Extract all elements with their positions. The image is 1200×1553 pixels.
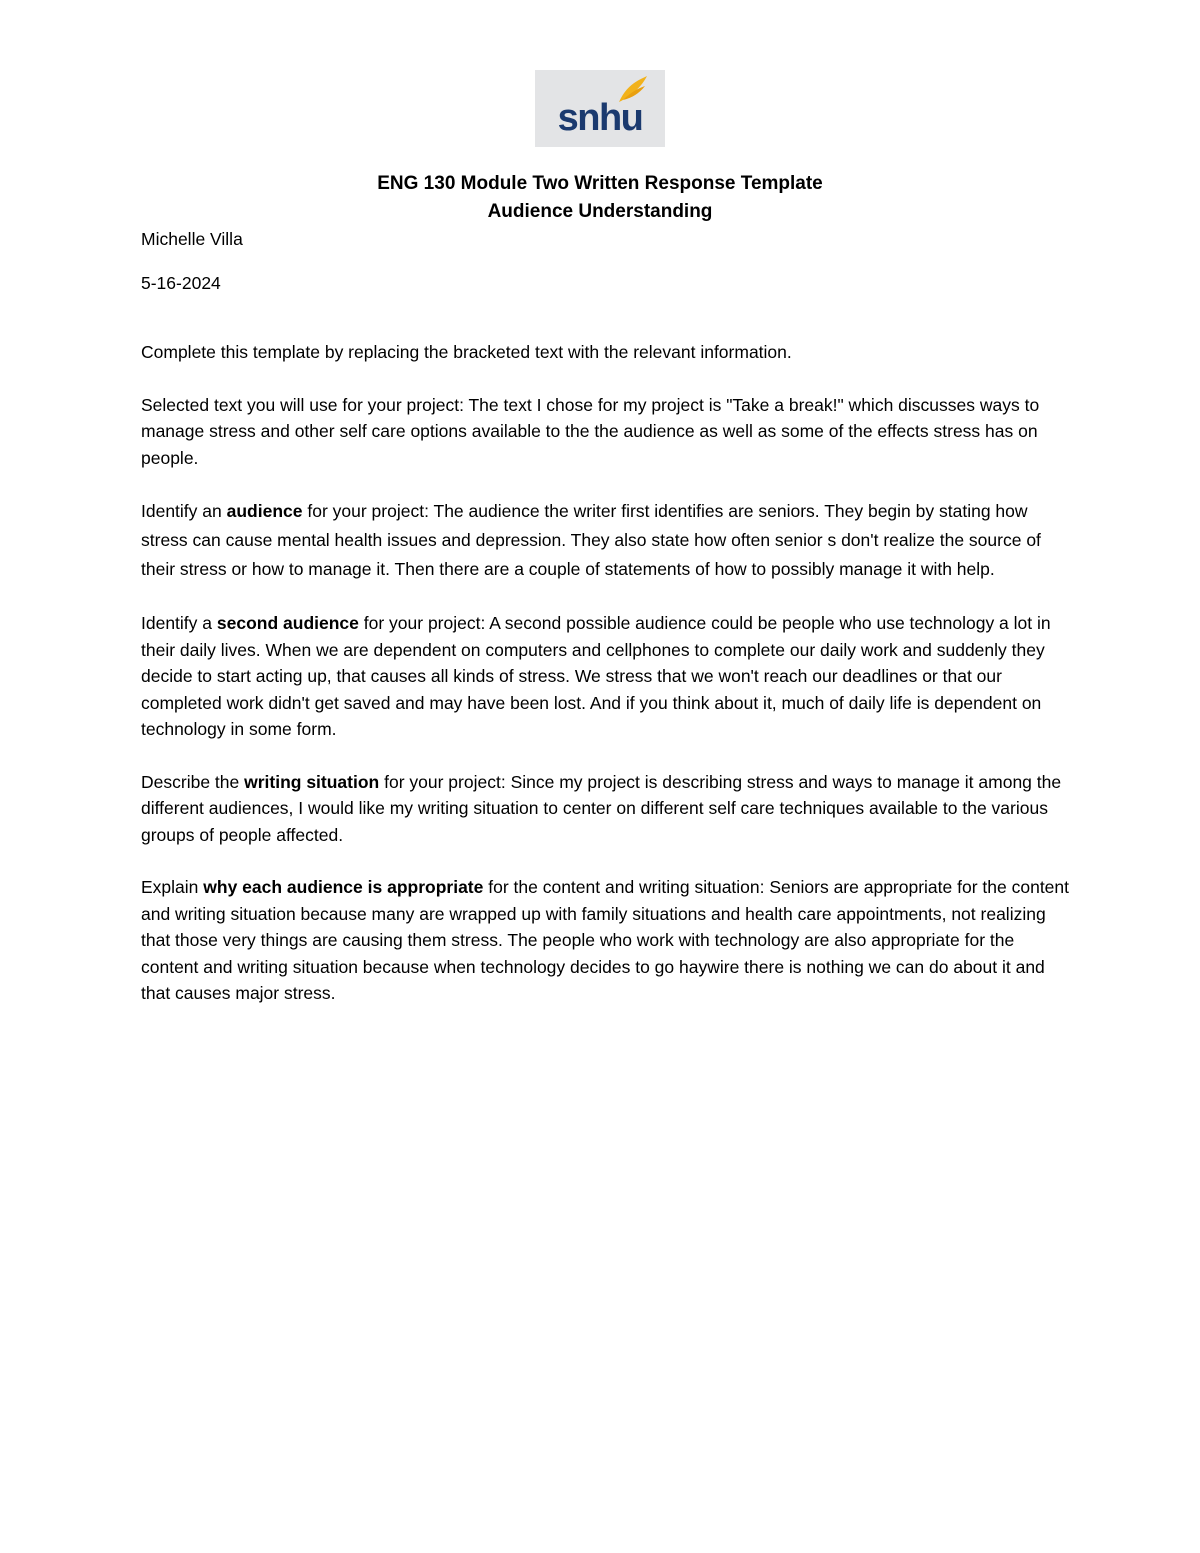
section-writing-situation [141,769,1071,849]
why-appropriate-answer: Seniors are appropriate for the content and writing situation because many are wrapped up with family situations and health care appointments, not realizing that those very things are causing them stress. The people who work with technology are also appropriate for the content and writing situation because when technology decides to go haywire there is nothing we can do about it and that causes major stress. [141,877,1070,1003]
snhu-logo [535,70,665,147]
document-body [141,226,1071,1033]
why-appropriate-label-post: for the content and writing situation: [483,877,765,897]
audience-label-bold: audience [226,501,303,521]
snhu-logo-mark [535,70,665,147]
instructions: Complete this template by replacing the bracketed text with the relevant information. [141,342,792,362]
second-audience-label-post: for your project: [358,613,486,633]
second-audience-answer: A second possible audience could be people who use technology a lot in their daily lives. When we are dependent on computers and cellphones to complete our daily work and suddenly they decide to start acting up, that causes all kinds of stress. We stress that we won't reach our deadlines or that our completed work didn't get saved and may have been lost. And if you think about it, much of daily life is dependent on technology in some form. [141,613,1051,739]
audience-answer: The audience the writer first identifies are seniors. They begin by stating how stress can cause mental health issues and depression. They also state how often senior s don't realize the source of their stress or how to manage it. Then there are a couple of statements of how to possibly manage it with help. [141,501,1041,579]
writing-situation-label-post: for your project: [379,771,506,792]
section-selected-text [141,392,1071,472]
second-audience-label-pre: Identify a [141,613,217,633]
writing-situation-answer: Since my project is describing stress and ways to manage it among the different audiences, I would like my writing situation to center on different self care techniques available to the various groups of people affected. [141,771,1062,845]
selected-text-label: Selected text you will use for your project: [141,394,464,415]
document-date: 5-16-2024 [141,272,221,293]
selected-text-answer: The text I chose for my project is "Take a break!" which discusses ways to manage stress and other self care options available to the the audience as well as some of the effects stress has on people. [141,394,1040,468]
audience-label-post: for your project: [302,501,429,521]
second-audience-label-bold: second audience [216,613,359,633]
writing-situation-label-pre: Describe the [141,771,245,792]
document-heading [0,170,1200,226]
why-appropriate-label-pre: Explain [141,877,204,897]
section-why-appropriate [141,874,1071,1007]
why-appropriate-label-bold: why each audience is appropriate [203,877,484,897]
section-second-audience [141,610,1071,743]
logo-text: snhu [557,97,643,139]
author-name: Michelle Villa [141,229,243,249]
writing-situation-label-bold: writing situation [244,771,380,792]
section-audience [141,497,1071,584]
document-title: ENG 130 Module Two Written Response Template [377,173,823,194]
audience-label-pre: Identify an [141,501,227,521]
document-subtitle: Audience Understanding [487,201,713,222]
